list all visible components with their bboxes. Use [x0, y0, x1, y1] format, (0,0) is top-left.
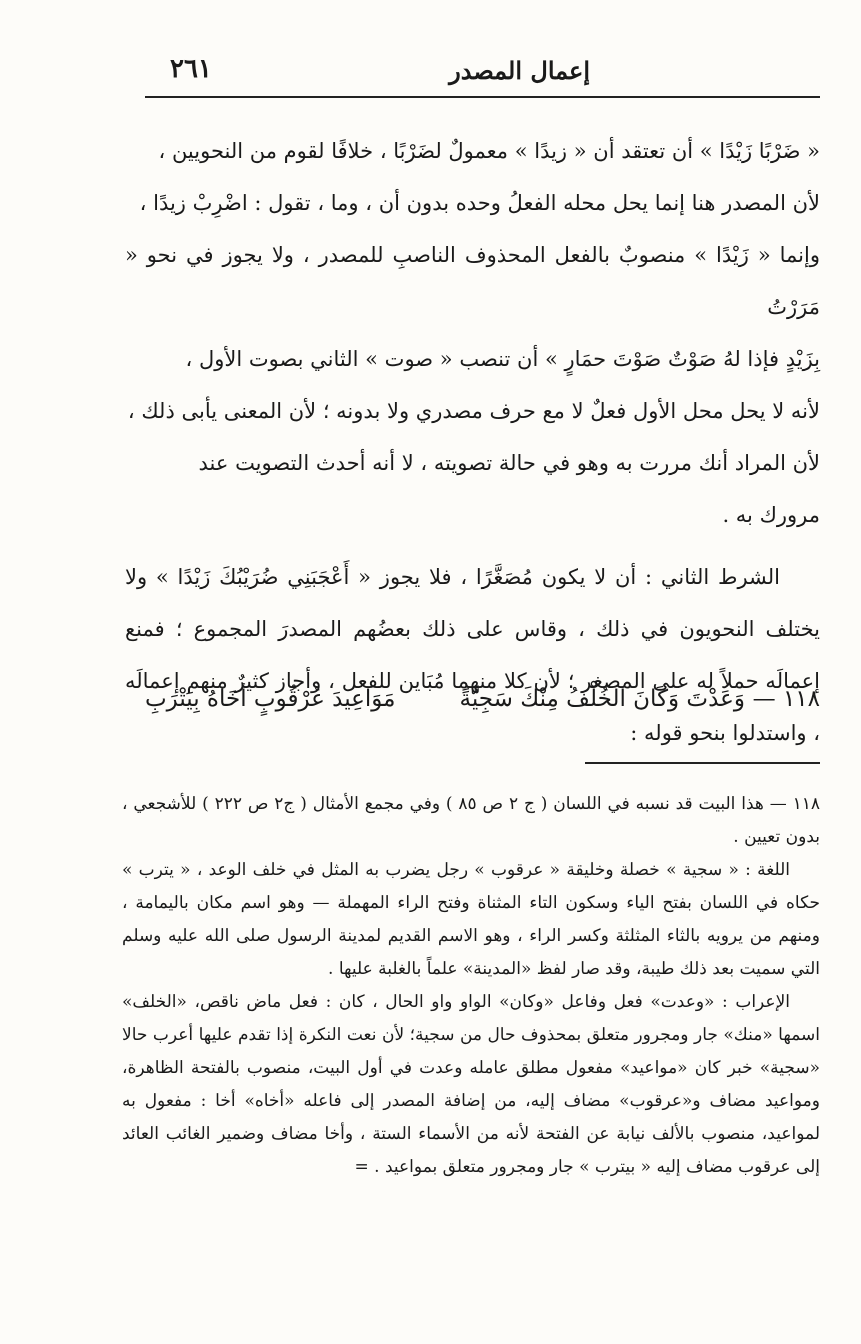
text-line-2: لأن المصدر هنا إنما يحل محله الفعلُ وحده بدون أن ، وما ، تقول : اضْرِبْ زيدًا ،	[139, 191, 820, 215]
page-number: ٢٦١	[170, 54, 212, 84]
main-text	[125, 125, 820, 759]
paragraph-second-condition: الشرط الثاني : أن لا يكون مُصَغَّرًا ، فلا يجوز « أَعْجَبَنِي ضُرَيْبُكَ زَيْدًا » ولا يختلف النحويون في ذلك ، وقاس على ذلك بعضُهم المصدرَ المجموع ؛ فمنع إعمالَه حملاً له على المصغر ؛ لأن كلا منهما مُبَاين للفعل ، وأجاز كثيرٌ منهم إعمالَه ، واستدلوا بنحو قوله :	[125, 565, 820, 745]
page-header	[140, 48, 820, 94]
text-line-4: بِزَيْدٍ فإذا لهُ صَوْتٌ صَوْتَ حمَارٍ » أن تنصب « صوت » الثاني بصوت الأول ،	[185, 347, 820, 371]
text-line-6: لأن المراد أنك مررت به وهو في حالة تصويته ، لا أنه أحدث التصويت عند	[198, 451, 820, 475]
footnote-source: ١١٨ — هذا البيت قد نسبه في اللسان ( ج ٢ ص ٨٥ ) وفي مجمع الأمثال ( ج٢ ص ٢٢٢ ) للأشجعي ، بدون تعيين .	[122, 794, 820, 847]
verse-second-hemistich: مَوَاعِيدَ عُرْقُوبٍ أخَاهُ بِيَتْرَبِ	[145, 686, 396, 712]
footnote-rule	[585, 762, 820, 764]
header-rule	[145, 96, 820, 98]
verse-first-hemistich: وَعَدْتَ وَكَانَ الخُلْفُ مِنْكَ سَجِيَّةً	[459, 686, 745, 712]
text-line-7: مرورك به .	[722, 503, 820, 527]
footnotes	[122, 788, 820, 1184]
text-line-5: لأنه لا يحل محل الأول فعلٌ لا مع حرف مصدري ولا بدونه ؛ لأن المعنى يأبى ذلك ،	[127, 399, 820, 423]
footnote-language: اللغة : « سجية » خصلة وخليقة « عرقوب » رجل يضرب به المثل في خلف الوعد ، « يترب » حكاه في اللسان بفتح الياء وسكون التاء المثناة وفتح الراء المهملة — وهو اسم مكان باليمامة ، ومنهم من يرويه بالثاء المثلثة وكسر الراء ، وهو الاسم القديم لمدينة الرسول صلى الله عليه وسلم التي سميت بعد ذلك طيبة، وقد صار لفظ «المدينة» علماً بالغلبة عليها .	[122, 860, 820, 979]
footnote-grammar: الإعراب : «وعدت» فعل وفاعل «وكان» الواو واو الحال ، كان : فعل ماض ناقص، «الخلف» اسمها «منك» جار ومجرور متعلق بمحذوف حال من سجية؛ لأن نعت النكرة إذا تقدم عليها أعرب حالا «سجية» خبر كان «مواعيد» مفعول مطلق عامله وعدت في أول البيت، منصوب بالفتحة الظاهرة، ومواعيد مضاف و«عرقوب» مضاف إليه، من إضافة المصدر إلى فاعله «أخاه» أخا : مفعول به لمواعيد، منصوب بالألف نيابة عن الفتحة لأنه من الأسماء الستة ، وأخا مضاف وضمير الغائب العائد إلى عرقوب مضاف إليه « بيترب » جار ومجرور متعلق بمواعيد . =	[122, 992, 820, 1177]
text-line-3: وإنما « زَيْدًا » منصوبٌ بالفعل المحذوف الناصبِ للمصدر ، ولا يجوز في نحو « مَرَرْتُ	[125, 243, 820, 319]
verse-118	[145, 678, 820, 728]
verse-number: ١١٨ —	[752, 686, 820, 712]
text-line-1: « ضَرْبًا زَيْدًا » أن تعتقد أن « زيدًا » معمولٌ لضَرْبًا ، خلافًا لقوم من النحويين ،	[158, 139, 820, 163]
running-title: إعمال المصدر	[449, 56, 590, 85]
